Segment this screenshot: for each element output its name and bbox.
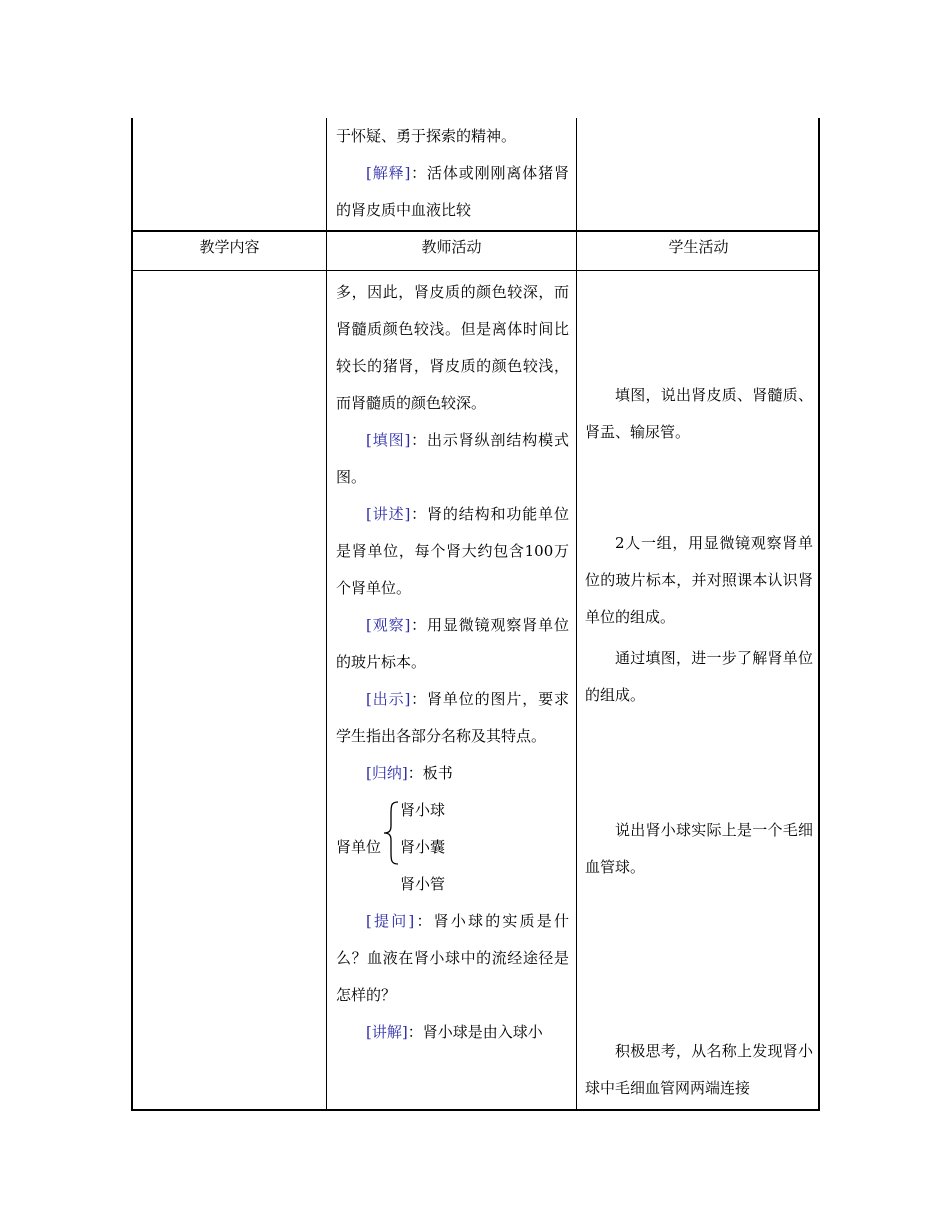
text-jiangshu: ：肾的结构和功能单位是肾单位，每个肾大约包含100万个肾单位。 bbox=[336, 505, 569, 597]
student-item-5 bbox=[585, 1033, 813, 1107]
teacher-para-tiantu bbox=[336, 422, 569, 496]
student-item-3 bbox=[585, 640, 813, 714]
student-text-4: 说出肾小球实际上是一个毛细血管球。 bbox=[585, 821, 813, 876]
student-text-3: 通过填图，进一步了解肾单位的组成。 bbox=[585, 649, 813, 704]
header-student: 学生活动 bbox=[668, 238, 729, 256]
teacher-para-1: 多，因此，肾皮质的颜色较深，而肾髓质颜色较浅。但是离体时间比较长的猪肾，肾皮质的颜色较浅，而肾髓质的颜色较深。 bbox=[336, 283, 569, 412]
text-tiwen: ：肾小球的实质是什么？血液在肾小球中的流经途径是怎样的？ bbox=[336, 912, 569, 1004]
student-text-5: 积极思考，从名称上发现肾小球中毛细血管网两端连接 bbox=[585, 1042, 813, 1097]
text-jieshi: ：活体或刚刚离体猪肾的肾皮质中血液比较 bbox=[336, 164, 569, 219]
brace-item-3: 肾小管 bbox=[400, 875, 446, 893]
column-divider-2 bbox=[576, 118, 577, 1109]
header-bottom-rule bbox=[133, 270, 818, 271]
tag-guancha: [观察] bbox=[366, 616, 411, 634]
brace-item-2: 肾小囊 bbox=[400, 838, 446, 856]
student-item-1 bbox=[585, 377, 813, 451]
column-divider-1 bbox=[326, 118, 327, 1109]
brace-item-1: 肾小球 bbox=[400, 801, 446, 819]
explain-paragraph bbox=[336, 155, 569, 229]
nephron-brace-diagram bbox=[336, 792, 569, 903]
teacher-cell bbox=[336, 274, 569, 1051]
brace-root: 肾单位 bbox=[336, 838, 382, 856]
teacher-para-tiwen bbox=[336, 903, 569, 1014]
student-item-4 bbox=[585, 812, 813, 886]
teacher-para-jiangjie bbox=[336, 1014, 569, 1051]
tag-jiangjie: [讲解] bbox=[366, 1023, 408, 1041]
header-content: 教学内容 bbox=[199, 238, 260, 256]
student-item-2 bbox=[585, 525, 813, 636]
top-line: 于怀疑、勇于探索的精神。 bbox=[336, 127, 517, 145]
text-tiantu: ：出示肾纵剖结构模式图。 bbox=[336, 431, 569, 486]
teacher-para-guina bbox=[336, 755, 569, 792]
teacher-para-guancha bbox=[336, 607, 569, 681]
text-guancha: ：用显微镜观察肾单位的玻片标本。 bbox=[336, 616, 569, 671]
text-jiangjie: ：肾小球是由入球小 bbox=[407, 1023, 543, 1041]
text-chushi: ：肾单位的图片，要求学生指出各部分名称及其特点。 bbox=[336, 690, 569, 745]
teacher-para-chushi bbox=[336, 681, 569, 755]
lesson-table bbox=[131, 118, 820, 1111]
tag-jiangshu: [讲述] bbox=[366, 505, 411, 523]
student-text-1: 填图，说出肾皮质、肾髓质、肾盂、输尿管。 bbox=[585, 386, 813, 441]
tag-chushi: [出示] bbox=[366, 690, 411, 708]
top-teacher-cell bbox=[336, 118, 569, 229]
brace-icon bbox=[382, 800, 400, 866]
text-guina: ：板书 bbox=[407, 764, 453, 782]
tag-guina: [归纳] bbox=[366, 764, 408, 782]
tag-jieshi: [解释] bbox=[366, 164, 411, 182]
tag-tiantu: [填图] bbox=[366, 431, 411, 449]
header-teacher: 教师活动 bbox=[421, 238, 482, 256]
tag-tiwen: [提问] bbox=[366, 912, 415, 930]
student-text-2: 2人一组，用显微镜观察肾单位的玻片标本，并对照课本认识肾单位的组成。 bbox=[585, 534, 813, 626]
teacher-para-jiangshu bbox=[336, 496, 569, 607]
